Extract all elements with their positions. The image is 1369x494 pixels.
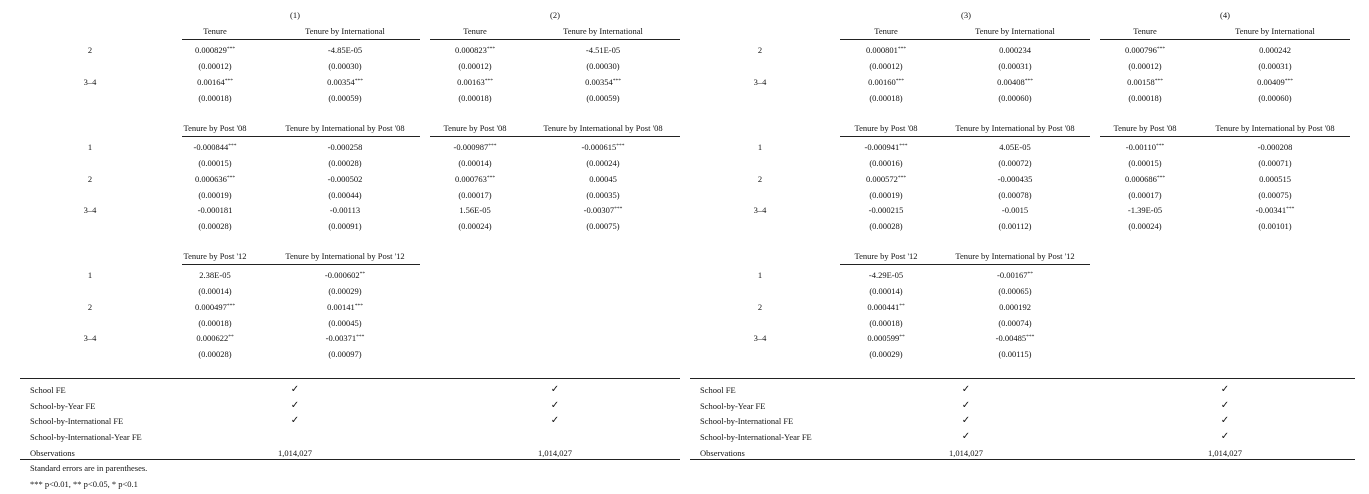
coefficient-value: 0.000242 xyxy=(1259,45,1291,55)
standard-error-cell: (0.00016) xyxy=(869,158,903,168)
coefficient-cell xyxy=(1002,205,1028,215)
coefficient-cell xyxy=(454,142,497,152)
standard-error-cell: (0.00018) xyxy=(1128,92,1162,103)
significance-stars: *** xyxy=(1155,143,1165,149)
checkmark-icon: ✓ xyxy=(550,399,560,411)
column-header: Tenure by Post '08 xyxy=(1113,123,1177,133)
footer-value: 1,014,027 xyxy=(1208,447,1242,458)
standard-error-cell: (0.00012) xyxy=(869,61,903,71)
coefficient-value: -0.00371 xyxy=(325,333,357,343)
coefficient-value: 0.00141 xyxy=(327,301,355,312)
row-label: 1 xyxy=(87,142,93,152)
coefficient-cell xyxy=(457,77,493,87)
coefficient-value: -4.29E-05 xyxy=(868,270,904,280)
standard-error-cell: (0.00012) xyxy=(198,61,232,71)
standard-error-cell: (0.00115) xyxy=(998,349,1032,359)
coefficient-cell xyxy=(196,333,233,343)
significance-stars: *** xyxy=(484,77,493,84)
standard-error-cell: (0.00014) xyxy=(458,158,492,168)
standard-error-cell: (0.00030) xyxy=(586,61,620,71)
row-label: 2 xyxy=(87,301,93,312)
column-header: Tenure by Post '12 xyxy=(854,251,918,261)
column-header: Tenure by International by Post '08 xyxy=(543,123,663,133)
coefficient-value: 0.000829 xyxy=(194,45,227,55)
coefficient-value: 0.000599 xyxy=(867,333,900,343)
coefficient-value: 1.56E-05 xyxy=(459,205,491,215)
standard-error-cell: (0.00060) xyxy=(1258,92,1292,103)
footer-top-rule xyxy=(20,378,680,379)
standard-error-cell: (0.00059) xyxy=(328,92,362,103)
standard-error-cell: (0.00028) xyxy=(198,349,232,359)
checkmark-icon: ✓ xyxy=(1220,431,1230,443)
coefficient-cell xyxy=(869,270,903,280)
coefficient-cell xyxy=(997,270,1033,280)
coefficient-cell xyxy=(195,302,235,312)
coefficient-value: 0.00045 xyxy=(589,173,617,184)
model-number: (4) xyxy=(1220,10,1230,20)
standard-error-cell: (0.00071) xyxy=(1258,158,1292,168)
standard-error-cell: (0.00112) xyxy=(998,221,1032,231)
coefficient-value: -0.000615 xyxy=(581,142,617,152)
significance-stars: *** xyxy=(1284,77,1293,84)
row-label: 1 xyxy=(757,142,763,152)
standard-error-cell: (0.00075) xyxy=(1258,189,1292,200)
coefficient-cell xyxy=(586,45,620,55)
notes-significance: *** p<0.01, ** p<0.05, * p<0.1 xyxy=(30,479,138,489)
standard-error-cell: (0.00015) xyxy=(198,158,232,168)
model-number: (1) xyxy=(290,10,300,20)
standard-error-cell: (0.00028) xyxy=(869,221,903,231)
footer-row-label: School-by-International FE xyxy=(700,416,794,427)
coefficient-cell xyxy=(195,174,235,184)
significance-stars: ** xyxy=(899,302,905,309)
significance-stars: *** xyxy=(224,77,233,84)
coefficient-cell xyxy=(1125,174,1165,184)
coefficient-value: 0.000497 xyxy=(194,301,227,312)
coefficient-cell xyxy=(867,302,904,312)
footer-row-label: School-by-International-Year FE xyxy=(30,432,142,443)
coefficient-value: -0.000208 xyxy=(1257,142,1293,152)
significance-stars: *** xyxy=(354,302,363,309)
coefficient-value: 0.000796 xyxy=(1124,45,1157,55)
coefficient-cell xyxy=(1256,205,1295,215)
coefficient-value: -0.00110 xyxy=(1125,142,1156,152)
standard-error-cell: (0.00074) xyxy=(998,317,1032,328)
coefficient-cell xyxy=(589,174,617,184)
significance-stars: *** xyxy=(486,174,496,181)
footer-value: 1,014,027 xyxy=(949,447,983,458)
column-header: Tenure by Post '08 xyxy=(854,123,918,133)
column-header: Tenure by International xyxy=(305,26,385,36)
coefficient-cell xyxy=(328,45,362,55)
standard-error-cell: (0.00045) xyxy=(328,317,362,328)
coefficient-cell xyxy=(999,142,1030,152)
significance-stars: ** xyxy=(1027,271,1033,277)
notes-standard-errors: Standard errors are in parentheses. xyxy=(30,463,148,473)
column-header: Tenure xyxy=(1133,26,1157,36)
coefficient-value: -1.39E-05 xyxy=(1127,205,1163,215)
coefficient-value: 0.00409 xyxy=(1257,76,1285,87)
standard-error-cell: (0.00014) xyxy=(198,286,232,296)
coefficient-cell xyxy=(328,174,363,184)
standard-error-cell: (0.00035) xyxy=(586,189,620,200)
coefficient-value: 0.00354 xyxy=(585,76,613,87)
checkmark-icon: ✓ xyxy=(290,399,300,411)
standard-error-cell: (0.00101) xyxy=(1258,221,1292,231)
footer-row-label: School-by-International FE xyxy=(30,416,124,427)
header-rule xyxy=(430,136,680,137)
coefficient-value: 0.000801 xyxy=(865,45,898,55)
coefficient-cell xyxy=(197,77,233,87)
coefficient-cell xyxy=(999,45,1031,55)
coefficient-value: 0.000636 xyxy=(194,173,227,184)
column-header: Tenure by International by Post '08 xyxy=(1215,123,1335,133)
standard-error-cell: (0.00044) xyxy=(328,189,362,200)
column-header: Tenure by International xyxy=(1235,26,1315,36)
footer-row-label: School-by-International-Year FE xyxy=(700,432,812,443)
coefficient-cell xyxy=(865,142,908,152)
significance-stars: *** xyxy=(897,46,907,52)
standard-error-cell: (0.00018) xyxy=(458,92,492,103)
standard-error-cell: (0.00018) xyxy=(198,317,232,328)
coefficient-value: -0.000602 xyxy=(324,270,360,280)
header-rule xyxy=(182,136,420,137)
coefficient-cell xyxy=(998,174,1033,184)
column-header: Tenure by International by Post '12 xyxy=(285,251,405,261)
coefficient-value: -0.00485 xyxy=(995,333,1027,343)
coefficient-cell xyxy=(1128,205,1162,215)
significance-stars: *** xyxy=(226,46,236,52)
coefficient-value: 0.000234 xyxy=(999,45,1031,55)
coefficient-value: 0.000572 xyxy=(865,173,898,184)
column-header: Tenure by International by Post '08 xyxy=(955,123,1075,133)
column-header: Tenure xyxy=(463,26,487,36)
significance-stars: *** xyxy=(486,46,496,52)
header-rule xyxy=(1100,136,1350,137)
standard-error-cell: (0.00072) xyxy=(998,158,1032,168)
coefficient-value: 0.00354 xyxy=(327,76,355,87)
significance-stars: *** xyxy=(488,143,497,149)
significance-stars: ** xyxy=(228,334,234,340)
coefficient-value: 0.00164 xyxy=(197,76,225,87)
checkmark-icon: ✓ xyxy=(1220,384,1230,395)
standard-error-cell: (0.00091) xyxy=(328,221,362,231)
significance-stars: *** xyxy=(1156,46,1166,52)
coefficient-value: -0.000844 xyxy=(193,142,229,152)
coefficient-cell xyxy=(1258,142,1293,152)
row-label: 3–4 xyxy=(83,76,97,87)
checkmark-icon: ✓ xyxy=(550,415,560,427)
row-label: 2 xyxy=(87,45,93,55)
footer-row-label: School FE xyxy=(30,385,66,395)
significance-stars: *** xyxy=(228,143,237,149)
standard-error-cell: (0.00018) xyxy=(869,92,903,103)
standard-error-cell: (0.00019) xyxy=(198,189,232,200)
checkmark-icon: ✓ xyxy=(961,384,971,395)
column-header: Tenure by International xyxy=(563,26,643,36)
standard-error-cell: (0.00059) xyxy=(586,92,620,103)
coefficient-cell xyxy=(327,77,363,87)
coefficient-cell xyxy=(1127,77,1163,87)
checkmark-icon: ✓ xyxy=(550,384,560,395)
coefficient-cell xyxy=(584,205,623,215)
standard-error-cell: (0.00017) xyxy=(458,189,492,200)
coefficient-value: -0.00307 xyxy=(583,205,615,215)
checkmark-icon: ✓ xyxy=(961,399,971,411)
coefficient-cell xyxy=(867,333,904,343)
significance-stars: *** xyxy=(226,302,236,309)
coefficient-value: 0.000686 xyxy=(1124,173,1157,184)
significance-stars: *** xyxy=(612,77,621,84)
coefficient-cell xyxy=(1125,45,1165,55)
standard-error-cell: (0.00024) xyxy=(458,221,492,231)
coefficient-value: 0.000441 xyxy=(867,301,900,312)
footer-row-label: School FE xyxy=(700,385,736,395)
coefficient-value: -0.000502 xyxy=(327,173,363,184)
significance-stars: *** xyxy=(1286,206,1295,212)
coefficient-value: -4.51E-05 xyxy=(585,45,621,55)
footer-row-label: School-by-Year FE xyxy=(30,400,96,411)
significance-stars: *** xyxy=(895,77,904,84)
standard-error-cell: (0.00012) xyxy=(458,61,492,71)
column-header: Tenure by Post '08 xyxy=(183,123,247,133)
coefficient-value: 2.38E-05 xyxy=(199,270,231,280)
standard-error-cell: (0.00028) xyxy=(198,221,232,231)
standard-error-cell: (0.00078) xyxy=(998,189,1032,200)
coefficient-value: 0.00158 xyxy=(1127,76,1155,87)
column-header: Tenure xyxy=(874,26,898,36)
coefficient-value: 4.05E-05 xyxy=(999,142,1031,152)
coefficient-value: 0.000763 xyxy=(454,173,487,184)
coefficient-value: 0.00163 xyxy=(457,76,485,87)
coefficient-cell xyxy=(330,205,360,215)
coefficient-cell xyxy=(455,45,495,55)
significance-stars: *** xyxy=(899,143,908,149)
coefficient-value: 0.000192 xyxy=(999,301,1031,312)
coefficient-value: -0.00113 xyxy=(329,205,361,215)
coefficient-cell xyxy=(866,174,906,184)
header-rule xyxy=(840,39,1090,40)
row-label: 2 xyxy=(87,173,93,184)
row-label: 2 xyxy=(757,301,763,312)
coefficient-cell xyxy=(327,302,363,312)
standard-error-cell: (0.00017) xyxy=(1128,189,1162,200)
coefficient-cell xyxy=(868,77,904,87)
significance-stars: *** xyxy=(897,174,907,181)
coefficient-cell xyxy=(582,142,625,152)
coefficient-cell xyxy=(1126,142,1164,152)
coefficient-cell xyxy=(996,333,1035,343)
column-header: Tenure by Post '08 xyxy=(443,123,507,133)
footer-value: 1,014,027 xyxy=(538,447,572,458)
coefficient-cell xyxy=(328,142,363,152)
significance-stars: *** xyxy=(614,206,623,212)
model-number: (2) xyxy=(550,10,560,20)
row-label: 3–4 xyxy=(753,333,767,343)
header-rule xyxy=(182,39,420,40)
coefficient-cell xyxy=(195,45,235,55)
standard-error-cell: (0.00024) xyxy=(1128,221,1162,231)
column-header: Tenure xyxy=(203,26,227,36)
coefficient-cell xyxy=(1257,77,1293,87)
standard-error-cell: (0.00030) xyxy=(328,61,362,71)
standard-error-cell: (0.00012) xyxy=(1128,61,1162,71)
coefficient-value: -0.000941 xyxy=(864,142,900,152)
coefficient-cell xyxy=(459,205,490,215)
coefficient-value: -0.00167 xyxy=(997,270,1028,280)
coefficient-value: 0.000622 xyxy=(196,333,229,343)
standard-error-cell: (0.00065) xyxy=(998,286,1032,296)
column-header: Tenure by International xyxy=(975,26,1055,36)
header-rule xyxy=(182,264,420,265)
coefficient-cell xyxy=(455,174,495,184)
coefficient-cell xyxy=(199,270,230,280)
coefficient-cell xyxy=(869,205,904,215)
standard-error-cell: (0.00018) xyxy=(198,92,232,103)
significance-stars: *** xyxy=(1026,334,1035,340)
notes-rule xyxy=(690,459,1355,460)
footer-row-label: Observations xyxy=(30,447,75,458)
checkmark-icon: ✓ xyxy=(961,415,971,427)
checkmark-icon: ✓ xyxy=(961,431,971,443)
significance-stars: *** xyxy=(226,174,236,181)
header-rule xyxy=(840,264,1090,265)
row-label: 2 xyxy=(757,173,763,184)
notes-rule xyxy=(20,459,680,460)
footer-row-label: Observations xyxy=(700,447,745,458)
header-rule xyxy=(1100,39,1350,40)
standard-error-cell: (0.00029) xyxy=(869,349,903,359)
coefficient-value: 0.00408 xyxy=(997,76,1025,87)
checkmark-icon: ✓ xyxy=(1220,415,1230,427)
coefficient-cell xyxy=(999,302,1031,312)
significance-stars: ** xyxy=(359,271,366,277)
row-label: 3–4 xyxy=(753,205,767,215)
footer-value: 1,014,027 xyxy=(278,447,312,458)
row-label: 1 xyxy=(757,270,763,280)
coefficient-value: -0.0015 xyxy=(1001,205,1029,215)
significance-stars: *** xyxy=(1024,77,1033,84)
standard-error-cell: (0.00019) xyxy=(869,189,903,200)
row-label: 3–4 xyxy=(83,205,97,215)
row-label: 3–4 xyxy=(83,333,97,343)
coefficient-value: 0.000515 xyxy=(1259,173,1291,184)
significance-stars: *** xyxy=(616,143,625,149)
significance-stars: *** xyxy=(1154,77,1163,84)
standard-error-cell: (0.00031) xyxy=(1258,61,1292,71)
column-header: Tenure by International by Post '08 xyxy=(285,123,405,133)
header-rule xyxy=(840,136,1090,137)
footer-row-label: School-by-Year FE xyxy=(700,400,766,411)
coefficient-value: -0.000215 xyxy=(868,205,904,215)
coefficient-cell xyxy=(198,205,233,215)
significance-stars: *** xyxy=(354,77,363,84)
checkmark-icon: ✓ xyxy=(1220,399,1230,411)
standard-error-cell: (0.00031) xyxy=(998,61,1032,71)
coefficient-cell xyxy=(194,142,237,152)
coefficient-value: 0.00160 xyxy=(868,76,896,87)
coefficient-cell xyxy=(1259,174,1291,184)
standard-error-cell: (0.00028) xyxy=(328,158,362,168)
standard-error-cell: (0.00018) xyxy=(869,317,903,328)
coefficient-value: -0.000258 xyxy=(327,142,363,152)
checkmark-icon: ✓ xyxy=(290,384,300,395)
coefficient-value: -0.000435 xyxy=(997,173,1033,184)
header-rule xyxy=(430,39,680,40)
standard-error-cell: (0.00097) xyxy=(328,349,362,359)
checkmark-icon: ✓ xyxy=(290,415,300,427)
coefficient-value: -0.000181 xyxy=(197,205,233,215)
coefficient-cell xyxy=(866,45,906,55)
standard-error-cell: (0.00014) xyxy=(869,286,903,296)
coefficient-value: -0.000987 xyxy=(453,142,489,152)
coefficient-cell xyxy=(325,270,365,280)
column-header: Tenure by International by Post '12 xyxy=(955,251,1075,261)
standard-error-cell: (0.00015) xyxy=(1128,158,1162,168)
coefficient-value: -0.00341 xyxy=(1255,205,1287,215)
standard-error-cell: (0.00075) xyxy=(586,221,620,231)
coefficient-cell xyxy=(326,333,365,343)
coefficient-cell xyxy=(1259,45,1291,55)
row-label: 2 xyxy=(757,45,763,55)
coefficient-value: -4.85E-05 xyxy=(327,45,363,55)
row-label: 3–4 xyxy=(753,76,767,87)
standard-error-cell: (0.00060) xyxy=(998,92,1032,103)
significance-stars: *** xyxy=(1156,174,1166,181)
coefficient-value: 0.000823 xyxy=(454,45,487,55)
significance-stars: *** xyxy=(356,334,365,340)
model-number: (3) xyxy=(961,10,971,20)
footer-top-rule xyxy=(690,378,1355,379)
standard-error-cell: (0.00029) xyxy=(328,286,362,296)
standard-error-cell: (0.00024) xyxy=(586,158,620,168)
coefficient-cell xyxy=(997,77,1033,87)
row-label: 1 xyxy=(87,270,93,280)
coefficient-cell xyxy=(585,77,621,87)
significance-stars: ** xyxy=(899,334,905,340)
column-header: Tenure by Post '12 xyxy=(183,251,247,261)
